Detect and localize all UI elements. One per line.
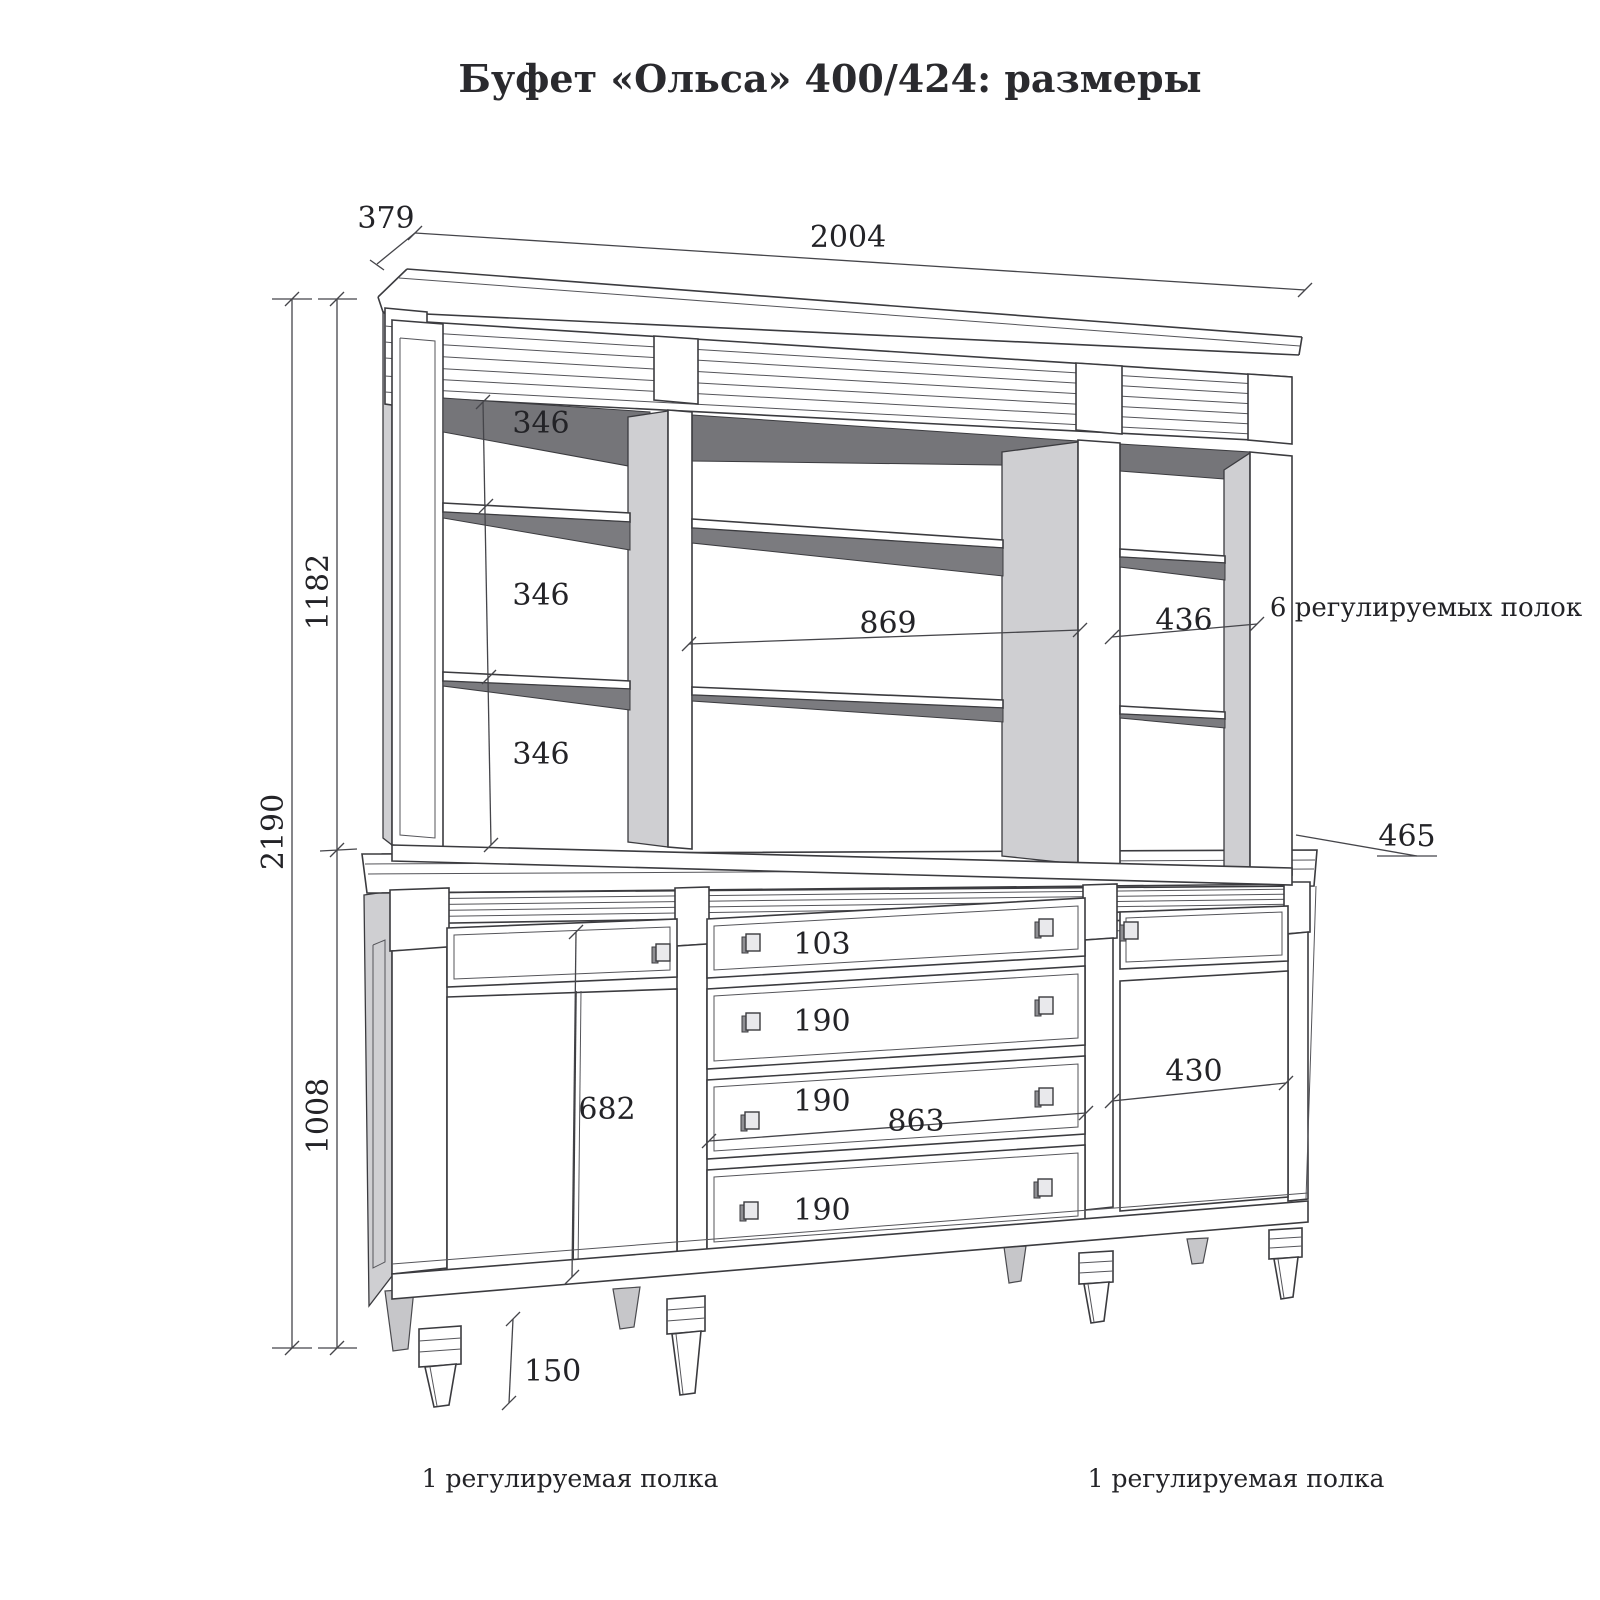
- dim-label-drawer-1: 103: [793, 927, 851, 962]
- dim-label-shelf-3: 346: [512, 737, 570, 772]
- dim-label-total-height: 2190: [256, 793, 291, 871]
- left-drawer: [447, 919, 677, 987]
- right-drawer-handle: [1124, 922, 1138, 939]
- dim-label-shelf-1: 346: [512, 406, 570, 441]
- left-doors: [447, 989, 677, 1272]
- hutch-right-post: [1250, 452, 1292, 875]
- dim-label-left-door-height: 682: [578, 1092, 636, 1127]
- hutch: [378, 269, 1302, 885]
- note-adjustable-shelves: 6 регулируемых полок: [1269, 593, 1583, 623]
- caption-left-shelf: 1 регулируемая полка: [421, 1464, 719, 1493]
- dim-label-shelf-2: 346: [512, 578, 570, 613]
- dim-label-right-door-width: 430: [1165, 1054, 1223, 1089]
- left-drawer-handle: [656, 944, 670, 961]
- dim-label-top-depth: 379: [357, 201, 415, 236]
- base-stile-left: [392, 947, 447, 1274]
- base-left-side-panel: [364, 891, 392, 1306]
- hutch-divider-2: [1078, 440, 1120, 867]
- hutch-divider-1: [668, 410, 692, 849]
- dim-label-drawer-width: 863: [887, 1104, 945, 1139]
- dim-label-base-depth: 465: [1378, 819, 1436, 854]
- dim-label-hutch-height: 1182: [301, 553, 336, 631]
- page-title: Буфет «Ольса» 400/424: размеры: [458, 56, 1202, 101]
- dim-label-drawer-2: 190: [793, 1004, 851, 1039]
- hutch-cornice: [378, 269, 1302, 355]
- right-drawer: [1120, 906, 1288, 969]
- center-drawers: [707, 898, 1085, 1250]
- dim-label-top-width: 2004: [809, 220, 887, 255]
- dim-label-leg-height: 150: [524, 1354, 582, 1389]
- dim-label-base-height: 1008: [301, 1077, 336, 1155]
- base-stile-mid-right: [1085, 938, 1113, 1210]
- base-stile-right: [1288, 932, 1308, 1201]
- caption-right-shelf: 1 регулируемая полка: [1087, 1464, 1385, 1493]
- dim-label-drawer-3: 190: [793, 1084, 851, 1119]
- dim-label-center-shelf-width: 869: [859, 606, 917, 641]
- dim-label-drawer-4: 190: [793, 1193, 851, 1228]
- base-stile-mid-left: [677, 944, 707, 1261]
- dim-label-right-shelf-width: 436: [1155, 603, 1213, 638]
